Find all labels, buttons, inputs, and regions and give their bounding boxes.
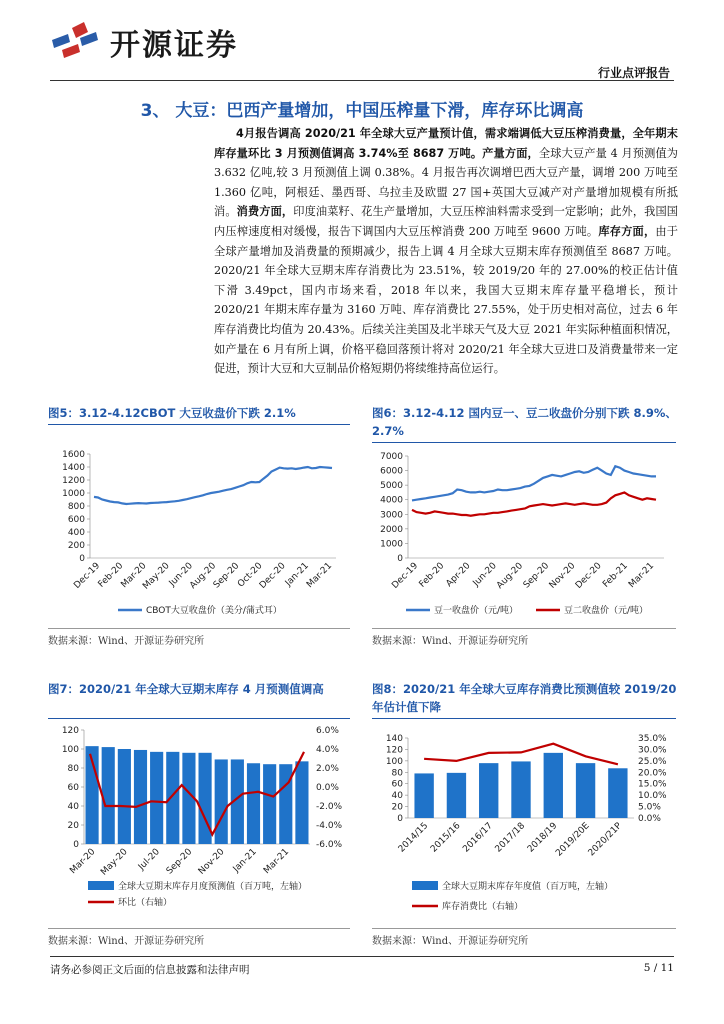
- fig8-ytick-label: 40: [391, 791, 403, 802]
- fig7-xtick-label: Nov-20: [196, 847, 227, 877]
- fig7-source: 数据来源：Wind、开源证券研究所: [48, 936, 205, 947]
- fig8-xtick-label: 2016/17: [461, 821, 495, 855]
- fig8-title: 图8：2020/21 年全球大豆库存消费比预测值较 2019/20 年估计值下降: [372, 682, 677, 714]
- fig8-ytick-label: 120: [385, 745, 403, 756]
- fig7-bar: [134, 750, 147, 844]
- fig7-ytick-label: 60: [67, 783, 79, 793]
- fig8-legend-swatch: [412, 881, 438, 890]
- fig8-bar: [414, 773, 433, 818]
- fig8-ytick-right-label: 5.0%: [638, 802, 661, 813]
- fig8-legend-label: 全球大豆期末库存年度值（百万吨，左轴）: [442, 882, 614, 892]
- fig5-xtick-label: Aug-20: [188, 561, 219, 591]
- fig7-xtick-label: Sep-20: [164, 847, 195, 877]
- fig6-source: 数据来源：Wind、开源证券研究所: [372, 636, 529, 647]
- footer-divider: [50, 956, 674, 957]
- fig5-xtick-label: Dec-20: [257, 561, 288, 591]
- fig5-xtick-label: Jan-21: [283, 561, 311, 589]
- fig8-ytick-right-label: 15.0%: [638, 779, 667, 790]
- fig6-series-line: [412, 492, 656, 515]
- fig7-bar: [279, 764, 292, 844]
- consumption-text: 印度油菜籽、花生产量增加，大豆压榨油料需求受到一定影响；此外，我国国内压榨速度相对缓慢，报告下调国内大豆压榨消费 200 万吨至 9600 万吨。: [214, 205, 678, 238]
- fig5-xtick-label: Oct-20: [236, 561, 265, 590]
- fig8-ytick-label: 0: [397, 814, 403, 824]
- fig8-ytick-label: 140: [385, 734, 403, 744]
- inventory-text: 由于全球产量增加及消费量的预期减少，报告上调 4 月全球大豆期末库存预测值至 8687 万吨。2020/21 年全球大豆期末库存消费比为 23.51%，较 2019/20 年的 27.00%的校正估计值下滑 3.49pct，国内市场来看，2018 年以来，我国大豆期末库存量平稳增长，预计 2020/21 年期末库存量为 3160 万吨、库存消费比 27.55%，处于历史相对高位，过去 6 年库存消费比均值为 20.43%。后续关注美国及北半球天气及大豆 2021 年实际种植面积情况，如产量在 6 月有所上调，价格平稳回落预计将对 2020/21 年全球大豆进口及消费量带来一定促进，预计大豆和大豆制品价格短期仍将续维持高位运行。: [214, 224, 678, 376]
- fig8-ytick-right-label: 35.0%: [638, 734, 667, 744]
- fig8-ytick-label: 20: [391, 802, 403, 813]
- fig8-chart: [372, 722, 676, 922]
- fig5-ytick-label: 400: [67, 528, 85, 538]
- company-logo: [50, 20, 238, 64]
- fig7-ytick-right-label: 6.0%: [316, 726, 339, 736]
- fig6-xtick-label: Feb-21: [601, 561, 630, 590]
- fig8-bar: [576, 763, 595, 818]
- fig6-ytick-label: 6000: [380, 466, 403, 477]
- fig5-legend-label: CBOT大豆收盘价（美分/蒲式耳）: [146, 606, 282, 616]
- fig5-title: 图5：3.12-4.12CBOT 大豆收盘价下跌 2.1%: [48, 406, 296, 420]
- fig8-xtick-label: 2017/18: [493, 821, 528, 855]
- fig7-legend-label: 环比（右轴）: [118, 898, 173, 908]
- fig8-ytick-label: 60: [391, 779, 403, 790]
- fig5-rule: [48, 424, 350, 425]
- fig7-ytick-label: 0: [73, 840, 79, 850]
- fig7-source-rule: [48, 928, 350, 929]
- fig8-xtick-label: 2015/16: [429, 821, 463, 855]
- fig5-xtick-label: Jun-20: [167, 561, 195, 589]
- fig6-ytick-label: 4000: [380, 495, 403, 506]
- fig8-line: [424, 744, 618, 765]
- fig6-source-rule: [372, 628, 676, 629]
- fig8-source-rule: [372, 928, 676, 929]
- fig7-xtick-label: Mar-21: [262, 847, 292, 877]
- fig6-xtick-label: Dec-20: [573, 561, 604, 591]
- fig7-ytick-right-label: 2.0%: [316, 764, 339, 774]
- fig5-ytick-label: 0: [79, 554, 85, 564]
- summary-bold: 4月报告调高 2020/21 年全球大豆产量预计值，需求端调低大豆压榨消费量，全年期末库存量环比 3 月预测值调高 3.74%至 8687 万吨。: [214, 127, 678, 160]
- fig6-title: 图6：3.12-4.12 国内豆一、豆二收盘价分别下跌 8.9%、2.7%: [372, 406, 677, 438]
- fig8-bar: [544, 753, 563, 818]
- fig7-xtick-label: May-20: [99, 847, 130, 878]
- production-heading: 产量方面，: [482, 146, 539, 160]
- fig8-ytick-label: 100: [385, 756, 403, 767]
- fig7-rule: [48, 718, 350, 719]
- fig8-xtick-label: 2018/19: [525, 821, 560, 855]
- fig5-ytick-label: 200: [67, 541, 85, 551]
- fig6-xtick-label: Nov-20: [547, 561, 578, 591]
- body-paragraph: [214, 124, 678, 379]
- fig7-ytick-right-label: 0.0%: [316, 783, 339, 793]
- fig7-ytick-right-label: -6.0%: [316, 840, 343, 850]
- fig8-ytick-right-label: 30.0%: [638, 745, 667, 756]
- production-text: 全球大豆产量 4 月预测值为 3.632 亿吨,较 3 月预测值上调 0.38%。4 月报告再次调增巴西大豆产量，调增 200 万吨至 1.360 亿吨，阿根廷、墨西哥、乌拉圭及欧盟 27 国+英国大豆减产对产量增加规模有所抵消。: [214, 146, 678, 219]
- fig8-legend-label: 库存消费比（右轴）: [442, 902, 524, 912]
- fig6-ytick-label: 1000: [380, 539, 403, 550]
- fig8-ytick-right-label: 25.0%: [638, 756, 667, 767]
- fig7-bar: [215, 759, 228, 844]
- fig8-bar: [447, 773, 466, 818]
- fig6-xtick-label: Dec-19: [390, 561, 421, 591]
- fig5-ytick-label: 1000: [62, 489, 85, 499]
- section-title: 3、 大豆：巴西产量增加，中国压榨量下滑，库存环比调高: [140, 101, 584, 121]
- fig5-ytick-label: 800: [67, 502, 85, 512]
- fig5-xtick-label: Sep-20: [211, 561, 242, 591]
- fig6-rule: [372, 442, 676, 443]
- fig6-ytick-label: 3000: [380, 510, 403, 521]
- fig7-chart: [48, 722, 350, 922]
- fig8-rule: [372, 718, 676, 719]
- inventory-heading: 库存方面，: [598, 224, 656, 238]
- report-type: 行业点评报告: [597, 66, 670, 80]
- consumption-heading: 消费方面，: [236, 205, 294, 219]
- fig5-ytick-label: 1200: [62, 476, 85, 486]
- fig5-xtick-label: Dec-19: [72, 561, 103, 591]
- fig5-xtick-label: May-20: [141, 561, 172, 592]
- fig5-xtick-label: Mar-20: [119, 561, 149, 591]
- fig8-source: 数据来源：Wind、开源证券研究所: [372, 936, 529, 947]
- header-divider: [50, 80, 674, 81]
- fig8-ytick-right-label: 0.0%: [638, 814, 661, 824]
- fig8-bar: [608, 768, 627, 818]
- fig6-xtick-label: Mar-21: [627, 561, 657, 591]
- logo-mark-icon: [50, 20, 102, 64]
- fig5-source-rule: [48, 628, 350, 629]
- fig5-chart: [48, 446, 350, 622]
- fig8-ytick-label: 80: [391, 768, 403, 779]
- fig6-ytick-label: 0: [397, 554, 403, 564]
- fig7-bar: [102, 747, 115, 844]
- fig7-title: 图7：2020/21 年全球大豆期末库存 4 月预测值调高: [48, 682, 324, 696]
- fig7-bar: [118, 749, 131, 844]
- fig7-xtick-label: Jul-20: [136, 847, 162, 873]
- fig5-source: 数据来源：Wind、开源证券研究所: [48, 636, 205, 647]
- fig7-bar: [295, 761, 308, 844]
- fig6-chart: [372, 446, 676, 622]
- fig6-ytick-label: 7000: [380, 452, 403, 462]
- fig5-ytick-label: 1600: [62, 450, 85, 460]
- fig7-legend-label: 全球大豆期末库存月度预测值（百万吨，左轴）: [118, 882, 308, 892]
- fig7-legend-swatch: [88, 881, 114, 890]
- fig7-xtick-label: Mar-20: [68, 847, 98, 877]
- fig7-xtick-label: Jan-21: [231, 847, 259, 875]
- fig6-xtick-label: Aug-20: [495, 561, 526, 591]
- fig5-xtick-label: Feb-20: [96, 561, 126, 590]
- fig7-ytick-label: 120: [61, 726, 79, 736]
- fig8-ytick-right-label: 20.0%: [638, 768, 667, 779]
- page-number: 5 / 11: [643, 962, 674, 974]
- fig8-bar: [479, 763, 498, 818]
- fig8-xtick-label: 2020/21P: [586, 821, 624, 859]
- fig7-ytick-right-label: -4.0%: [316, 821, 343, 831]
- fig7-ytick-label: 40: [67, 802, 79, 812]
- fig6-xtick-label: Sep-20: [521, 561, 552, 591]
- fig8-bar: [511, 761, 530, 818]
- fig6-xtick-label: Apr-20: [444, 561, 473, 590]
- fig6-series-line: [412, 466, 656, 500]
- fig7-bar: [263, 764, 276, 844]
- fig7-bar: [166, 752, 179, 844]
- company-name: 开源证券: [110, 28, 238, 63]
- fig6-legend-label: 豆一收盘价（元/吨）: [434, 606, 519, 616]
- fig8-xtick-label: 2014/15: [396, 821, 431, 855]
- fig6-legend-label: 豆二收盘价（元/吨）: [564, 606, 649, 616]
- fig6-xtick-label: Feb-20: [417, 561, 447, 590]
- fig7-bar: [247, 763, 260, 844]
- fig7-ytick-label: 100: [61, 745, 79, 755]
- fig7-ytick-label: 80: [67, 764, 79, 774]
- fig6-xtick-label: Jun-20: [471, 561, 499, 589]
- fig8-xtick-label: 2019/20E: [554, 821, 592, 859]
- fig5-xtick-label: Mar-21: [305, 561, 335, 591]
- fig5-ytick-label: 600: [67, 515, 85, 525]
- fig7-bar: [150, 752, 163, 844]
- fig5-series-line: [94, 467, 332, 504]
- fig5-ytick-label: 1400: [62, 463, 85, 473]
- footer-disclaimer: 请务必参阅正文后面的信息披露和法律声明: [50, 964, 250, 976]
- fig7-ytick-label: 20: [67, 821, 79, 831]
- fig6-ytick-label: 5000: [380, 481, 403, 492]
- fig8-ytick-right-label: 10.0%: [638, 791, 667, 802]
- fig6-ytick-label: 2000: [380, 524, 403, 535]
- fig7-ytick-right-label: 4.0%: [316, 745, 339, 755]
- fig7-ytick-right-label: -2.0%: [316, 802, 343, 812]
